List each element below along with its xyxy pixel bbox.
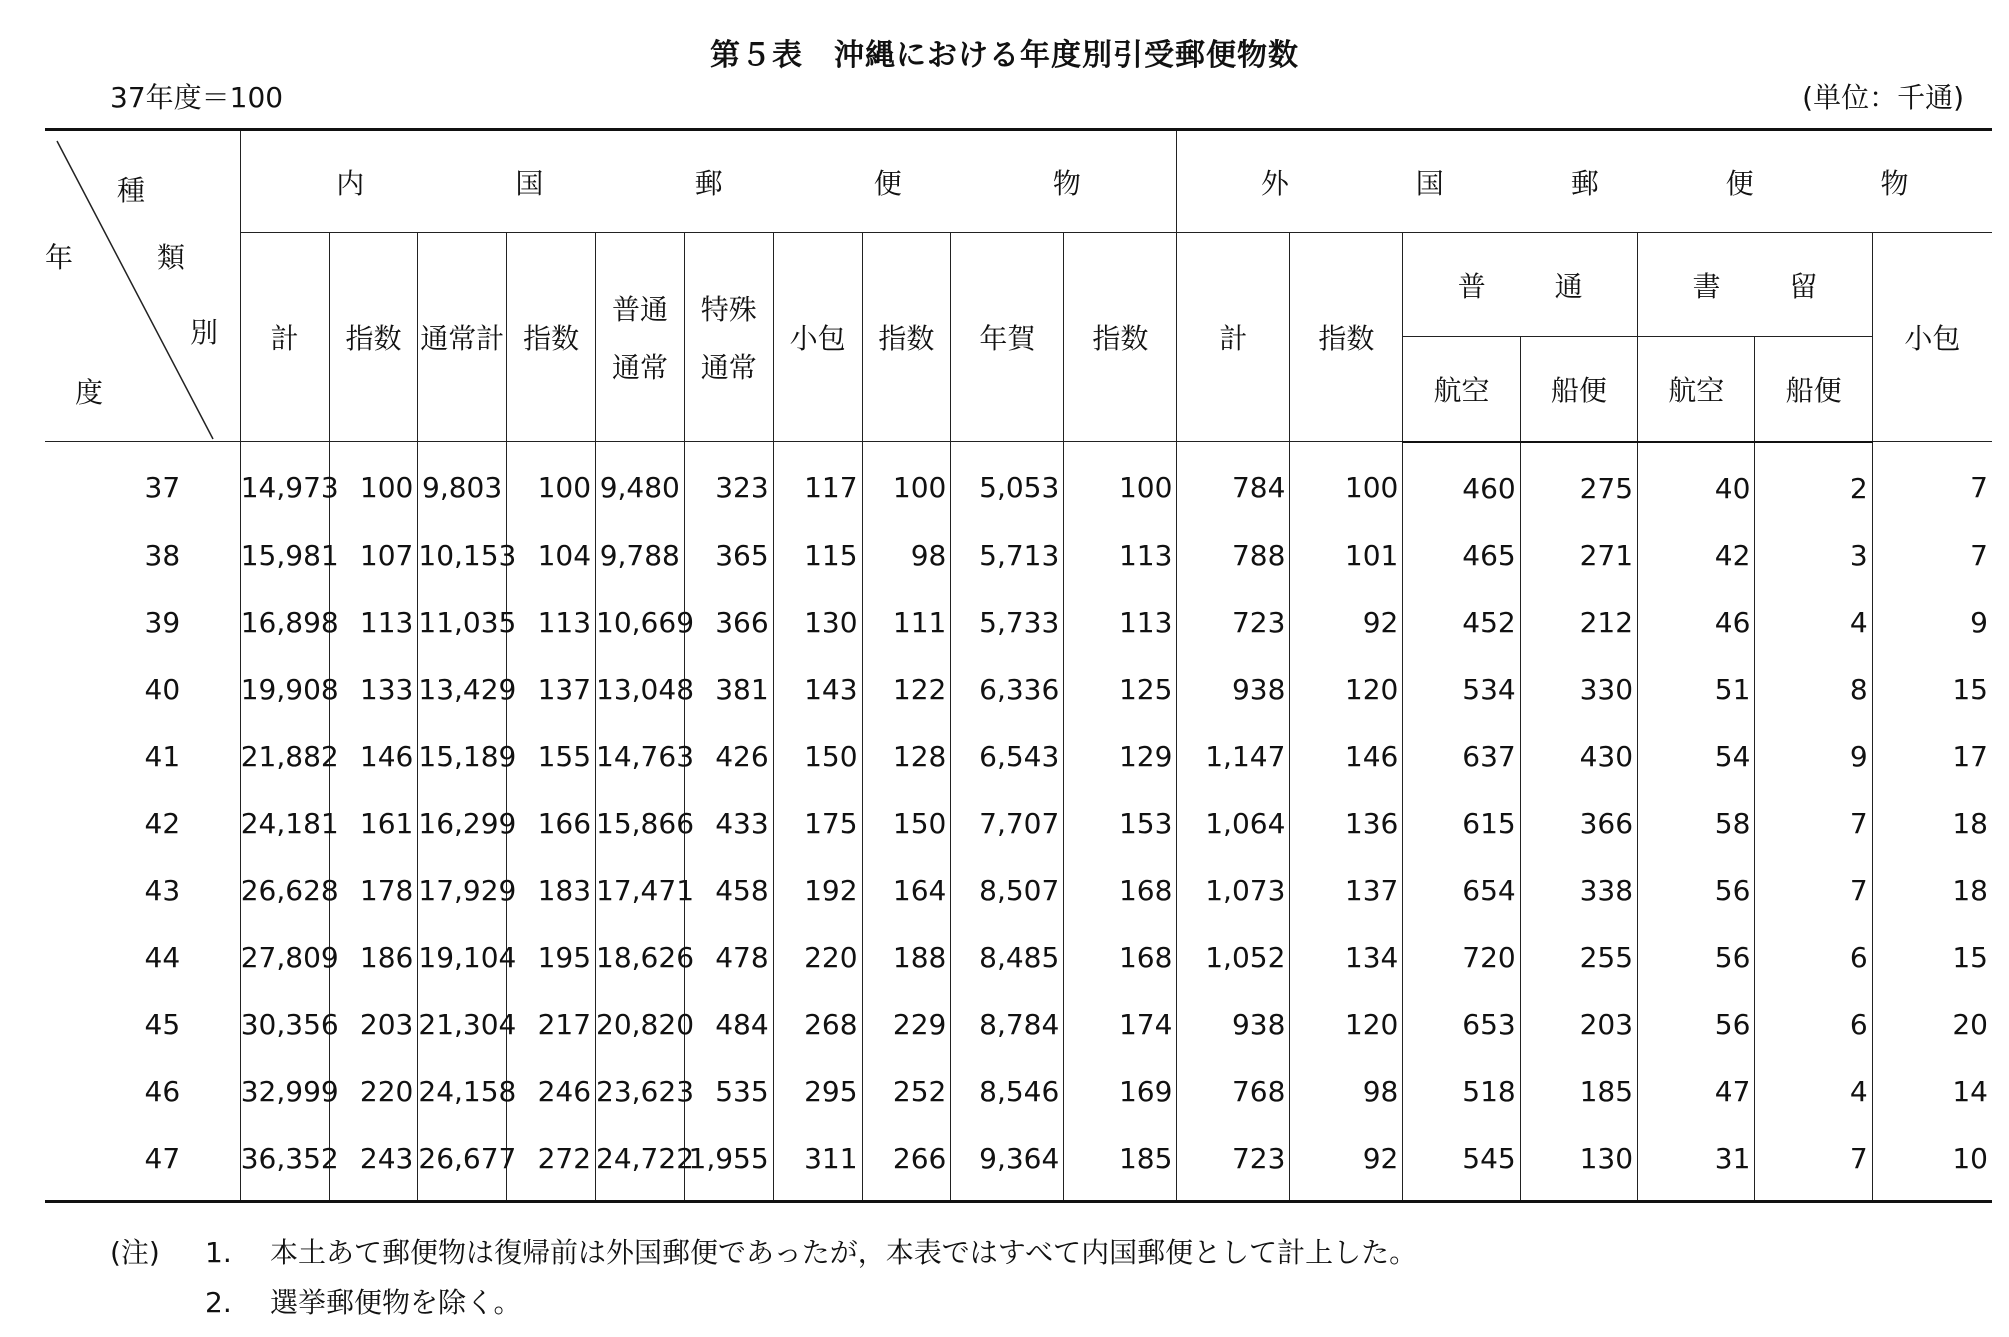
table-cell: 20 <box>1872 991 1992 1058</box>
table-cell: 115 <box>773 522 862 589</box>
table-row <box>45 442 1992 522</box>
corner-type-char-1: 種 <box>117 174 146 207</box>
table-cell: 534 <box>1403 656 1520 723</box>
foreign-group-char: 外 <box>1260 166 1289 200</box>
note-item <box>110 1228 1417 1278</box>
base-year-note: 37年度＝100 <box>110 81 284 114</box>
table-cell: 56 <box>1638 924 1755 991</box>
table-row <box>45 723 1992 790</box>
table-cell: 13,429 <box>418 656 507 723</box>
table-cell: 19,908 <box>240 656 329 723</box>
table-cell: 720 <box>1403 924 1520 991</box>
col-ordinary-index: 指数 <box>507 233 596 442</box>
table-cell: 8,507 <box>951 857 1064 924</box>
table-cell: 15 <box>1872 656 1992 723</box>
table-cell: 100 <box>1064 442 1177 522</box>
table-cell: 311 <box>773 1125 862 1202</box>
table-cell: 3 <box>1755 522 1872 589</box>
row-year: 46 <box>144 1074 181 1108</box>
table-cell: 220 <box>329 1058 418 1125</box>
row-year: 39 <box>144 605 181 639</box>
table-cell: 9,803 <box>418 442 507 522</box>
table-cell: 26,677 <box>418 1125 507 1202</box>
table-cell: 484 <box>684 991 773 1058</box>
table-body <box>45 442 1992 1202</box>
table-cell: 155 <box>507 723 596 790</box>
table-cell: 17 <box>1872 723 1992 790</box>
table-cell: 137 <box>507 656 596 723</box>
table-cell: 192 <box>773 857 862 924</box>
table-cell: 183 <box>507 857 596 924</box>
table-cell: 268 <box>773 991 862 1058</box>
table-cell: 535 <box>684 1058 773 1125</box>
table-cell: 32,999 <box>240 1058 329 1125</box>
table-cell: 330 <box>1520 656 1637 723</box>
table-cell: 9 <box>1755 723 1872 790</box>
col-registered-ship: 船便 <box>1755 337 1872 442</box>
table-cell: 113 <box>1064 522 1177 589</box>
table-cell: 143 <box>773 656 862 723</box>
table-cell: 30,356 <box>240 991 329 1058</box>
table-cell: 101 <box>1290 522 1403 589</box>
table-cell: 40 <box>1638 442 1755 522</box>
col-ordinary-ship: 船便 <box>1520 337 1637 442</box>
table-cell: 26,628 <box>240 857 329 924</box>
table-cell: 6,336 <box>951 656 1064 723</box>
table-cell: 229 <box>862 991 951 1058</box>
table-cell: 27,809 <box>240 924 329 991</box>
table-cell: 150 <box>773 723 862 790</box>
table-cell: 24,722 <box>596 1125 685 1202</box>
note-text: 選挙郵便物を除く。 <box>270 1286 522 1319</box>
table-row <box>45 589 1992 656</box>
table-cell: 272 <box>507 1125 596 1202</box>
table-row <box>45 790 1992 857</box>
unit-label: (単位：千通) <box>1802 81 1964 114</box>
col-domestic-parcel: 小包 <box>773 233 862 442</box>
foreign-registered-char: 書 <box>1692 269 1721 303</box>
notes-head: (注) <box>110 1236 160 1269</box>
table-cell: 545 <box>1403 1125 1520 1202</box>
table-cell: 8,485 <box>951 924 1064 991</box>
table-row <box>45 1125 1992 1202</box>
col-domestic-total: 計 <box>240 233 329 442</box>
table-cell: 100 <box>862 442 951 522</box>
table-cell: 17,471 <box>596 857 685 924</box>
table-cell: 478 <box>684 924 773 991</box>
table-cell: 168 <box>1064 857 1177 924</box>
domestic-group-char: 郵 <box>694 166 723 200</box>
table-cell: 1,064 <box>1177 790 1290 857</box>
col-special-ordinary-line1: 特殊 <box>700 293 757 326</box>
col-registered-air: 航空 <box>1638 337 1755 442</box>
table-cell: 136 <box>1290 790 1403 857</box>
domestic-group-char: 物 <box>1052 166 1081 200</box>
table-cell: 465 <box>1403 522 1520 589</box>
table-cell: 788 <box>1177 522 1290 589</box>
table-cell: 266 <box>862 1125 951 1202</box>
corner-header <box>45 130 240 442</box>
table-cell: 723 <box>1177 589 1290 656</box>
table-cell: 186 <box>329 924 418 991</box>
table-row <box>45 924 1992 991</box>
note-text: 本土あて郵便物は復帰前は外国郵便であったが，本表ではすべて内国郵便として計上した。 <box>270 1236 1418 1269</box>
row-year: 40 <box>144 672 181 706</box>
table-cell: 54 <box>1638 723 1755 790</box>
table-cell: 134 <box>1290 924 1403 991</box>
table-cell: 460 <box>1403 442 1520 522</box>
foreign-group-char: 国 <box>1415 166 1444 200</box>
table-cell: 5,053 <box>951 442 1064 522</box>
table-cell: 56 <box>1638 857 1755 924</box>
table-cell: 174 <box>1064 991 1177 1058</box>
table-cell: 203 <box>1520 991 1637 1058</box>
table-cell: 21,304 <box>418 991 507 1058</box>
table-cell: 8,784 <box>951 991 1064 1058</box>
table-cell: 150 <box>862 790 951 857</box>
table-cell: 120 <box>1290 656 1403 723</box>
table-row <box>45 656 1992 723</box>
table-cell: 271 <box>1520 522 1637 589</box>
table-cell: 47 <box>1638 1058 1755 1125</box>
foreign-ordinary-char: 普 <box>1457 269 1486 303</box>
table-cell: 113 <box>1064 589 1177 656</box>
table-cell: 246 <box>507 1058 596 1125</box>
table-cell: 169 <box>1064 1058 1177 1125</box>
table-cell: 113 <box>329 589 418 656</box>
table-cell: 452 <box>1403 589 1520 656</box>
table-cell: 100 <box>1290 442 1403 522</box>
table-cell: 20,820 <box>596 991 685 1058</box>
table-cell: 255 <box>1520 924 1637 991</box>
col-ordinary-air: 航空 <box>1403 337 1520 442</box>
table-cell: 7 <box>1755 857 1872 924</box>
row-year: 43 <box>144 873 181 907</box>
table-cell: 433 <box>684 790 773 857</box>
table-cell: 1,147 <box>1177 723 1290 790</box>
table-cell: 11,035 <box>418 589 507 656</box>
table-cell: 100 <box>329 442 418 522</box>
col-foreign-registered <box>1638 233 1873 337</box>
table-cell: 6,543 <box>951 723 1064 790</box>
table-cell: 8,546 <box>951 1058 1064 1125</box>
table-cell: 637 <box>1403 723 1520 790</box>
table-cell: 7 <box>1755 1125 1872 1202</box>
domestic-group-char: 内 <box>336 166 365 200</box>
row-year: 41 <box>144 739 181 773</box>
table-cell: 42 <box>1638 522 1755 589</box>
table-cell: 295 <box>773 1058 862 1125</box>
table-cell: 7 <box>1755 790 1872 857</box>
table-cell: 24,181 <box>240 790 329 857</box>
table-cell: 23,623 <box>596 1058 685 1125</box>
table-cell: 188 <box>862 924 951 991</box>
table-cell: 426 <box>684 723 773 790</box>
foreign-group-char: 便 <box>1725 166 1754 200</box>
table-cell: 185 <box>1520 1058 1637 1125</box>
table-cell: 18 <box>1872 857 1992 924</box>
table-cell: 18 <box>1872 790 1992 857</box>
row-year: 45 <box>144 1007 181 1041</box>
table-cell: 4 <box>1755 1058 1872 1125</box>
col-ordinary-total: 通常計 <box>418 233 507 442</box>
table-cell: 13,048 <box>596 656 685 723</box>
table-cell: 24,158 <box>418 1058 507 1125</box>
row-year: 38 <box>144 538 181 572</box>
corner-type-char-2: 類 <box>157 241 186 274</box>
table-cell: 17,929 <box>418 857 507 924</box>
domestic-group-char: 便 <box>873 166 902 200</box>
col-special-ordinary-line2: 通常 <box>700 351 757 384</box>
table-cell: 8 <box>1755 656 1872 723</box>
table-cell: 31 <box>1638 1125 1755 1202</box>
row-year: 44 <box>144 940 181 974</box>
table-cell: 9,364 <box>951 1125 1064 1202</box>
table-cell: 323 <box>684 442 773 522</box>
col-new-year-index: 指数 <box>1064 233 1177 442</box>
table-cell: 51 <box>1638 656 1755 723</box>
table-cell: 15 <box>1872 924 1992 991</box>
col-parcel-index: 指数 <box>862 233 951 442</box>
table-cell: 161 <box>329 790 418 857</box>
table-cell: 111 <box>862 589 951 656</box>
corner-type-char-3: 別 <box>190 316 219 349</box>
note-item <box>110 1278 1417 1328</box>
table-cell: 220 <box>773 924 862 991</box>
table-cell: 130 <box>773 589 862 656</box>
table-cell: 2 <box>1755 442 1872 522</box>
table-cell: 9 <box>1872 589 1992 656</box>
table-cell: 366 <box>684 589 773 656</box>
corner-year-char-1: 年 <box>45 241 74 274</box>
table-cell: 518 <box>1403 1058 1520 1125</box>
col-regular-ordinary-line2: 通常 <box>611 351 668 384</box>
table-cell: 14,973 <box>240 442 329 522</box>
row-year: 47 <box>45 1125 240 1202</box>
table-cell: 5,713 <box>951 522 1064 589</box>
table-cell: 5,733 <box>951 589 1064 656</box>
table-cell: 381 <box>684 656 773 723</box>
table-title: 第５表 沖縄における年度別引受郵便物数 <box>710 38 1299 73</box>
table-cell: 164 <box>862 857 951 924</box>
foreign-group-char: 物 <box>1880 166 1909 200</box>
table-cell: 4 <box>1755 589 1872 656</box>
table-cell: 252 <box>862 1058 951 1125</box>
table-cell: 16,898 <box>240 589 329 656</box>
table-cell: 178 <box>329 857 418 924</box>
table-cell: 6 <box>1755 924 1872 991</box>
table-cell: 137 <box>1290 857 1403 924</box>
table-cell: 113 <box>507 589 596 656</box>
table-cell: 133 <box>329 656 418 723</box>
table-cell: 1,073 <box>1177 857 1290 924</box>
row-year: 42 <box>144 806 181 840</box>
foreign-ordinary-char: 通 <box>1554 269 1583 303</box>
table-cell: 275 <box>1520 442 1637 522</box>
table-cell: 46 <box>1638 589 1755 656</box>
table-cell: 175 <box>773 790 862 857</box>
note-number: 1. <box>205 1236 232 1269</box>
table-cell: 19,104 <box>418 924 507 991</box>
notes <box>110 1228 1417 1328</box>
mail-volume-table <box>45 128 1992 1203</box>
table-cell: 14 <box>1872 1058 1992 1125</box>
table-cell: 243 <box>329 1125 418 1202</box>
table-cell: 1,052 <box>1177 924 1290 991</box>
col-regular-ordinary <box>596 233 685 442</box>
table-cell: 117 <box>773 442 862 522</box>
table-cell: 938 <box>1177 991 1290 1058</box>
table-cell: 9,788 <box>596 522 685 589</box>
table-cell: 120 <box>1290 991 1403 1058</box>
table-cell: 92 <box>1290 1125 1403 1202</box>
table-cell: 784 <box>1177 442 1290 522</box>
table-cell: 768 <box>1177 1058 1290 1125</box>
table-cell: 1,955 <box>684 1125 773 1202</box>
table-cell: 104 <box>507 522 596 589</box>
col-foreign-index: 指数 <box>1290 233 1403 442</box>
table-cell: 100 <box>507 442 596 522</box>
table-cell: 56 <box>1638 991 1755 1058</box>
table-cell: 195 <box>507 924 596 991</box>
table-row <box>45 522 1992 589</box>
table-cell: 654 <box>1403 857 1520 924</box>
table-cell: 615 <box>1403 790 1520 857</box>
table-cell: 14,763 <box>596 723 685 790</box>
table-cell: 430 <box>1520 723 1637 790</box>
table-cell: 15,189 <box>418 723 507 790</box>
table-cell: 92 <box>1290 589 1403 656</box>
table-cell: 21,882 <box>240 723 329 790</box>
table-cell: 7 <box>1872 442 1992 522</box>
table-cell: 9,480 <box>596 442 685 522</box>
table-cell: 130 <box>1520 1125 1637 1202</box>
col-foreign-parcel: 小包 <box>1872 233 1992 442</box>
foreign-registered-char: 留 <box>1789 269 1818 303</box>
table-cell: 125 <box>1064 656 1177 723</box>
domestic-mail-group <box>240 130 1177 233</box>
col-special-ordinary <box>684 233 773 442</box>
note-number: 2. <box>205 1286 232 1319</box>
table-cell: 458 <box>684 857 773 924</box>
table-cell: 7,707 <box>951 790 1064 857</box>
table-cell: 15,866 <box>596 790 685 857</box>
table-row <box>45 1058 1992 1125</box>
table-cell: 365 <box>684 522 773 589</box>
col-domestic-index: 指数 <box>329 233 418 442</box>
table-cell: 58 <box>1638 790 1755 857</box>
row-year: 37 <box>144 471 181 505</box>
table-row <box>45 857 1992 924</box>
table-cell: 122 <box>862 656 951 723</box>
table-cell: 7 <box>1872 522 1992 589</box>
table-cell: 10,153 <box>418 522 507 589</box>
col-foreign-total: 計 <box>1177 233 1290 442</box>
table-cell: 203 <box>329 991 418 1058</box>
table-row <box>45 991 1992 1058</box>
table-cell: 146 <box>1290 723 1403 790</box>
table-cell: 16,299 <box>418 790 507 857</box>
table-cell: 36,352 <box>240 1125 329 1202</box>
table-cell: 653 <box>1403 991 1520 1058</box>
col-regular-ordinary-line1: 普通 <box>611 293 668 326</box>
table-cell: 185 <box>1064 1125 1177 1202</box>
foreign-mail-group <box>1177 130 1992 233</box>
table-cell: 10 <box>1872 1125 1992 1202</box>
table-cell: 129 <box>1064 723 1177 790</box>
table-cell: 217 <box>507 991 596 1058</box>
table-cell: 98 <box>862 522 951 589</box>
col-foreign-ordinary <box>1403 233 1638 337</box>
corner-year-char-2: 度 <box>75 376 104 409</box>
table-cell: 166 <box>507 790 596 857</box>
foreign-group-char: 郵 <box>1570 166 1599 200</box>
table-cell: 938 <box>1177 656 1290 723</box>
table-cell: 15,981 <box>240 522 329 589</box>
table-cell: 146 <box>329 723 418 790</box>
table-cell: 98 <box>1290 1058 1403 1125</box>
table-cell: 366 <box>1520 790 1637 857</box>
table-cell: 723 <box>1177 1125 1290 1202</box>
table-cell: 338 <box>1520 857 1637 924</box>
table-cell: 10,669 <box>596 589 685 656</box>
table-cell: 168 <box>1064 924 1177 991</box>
table-cell: 107 <box>329 522 418 589</box>
table-cell: 212 <box>1520 589 1637 656</box>
table-cell: 6 <box>1755 991 1872 1058</box>
table-cell: 153 <box>1064 790 1177 857</box>
domestic-group-char: 国 <box>515 166 544 200</box>
table-cell: 18,626 <box>596 924 685 991</box>
table-cell: 128 <box>862 723 951 790</box>
col-new-year: 年賀 <box>951 233 1064 442</box>
